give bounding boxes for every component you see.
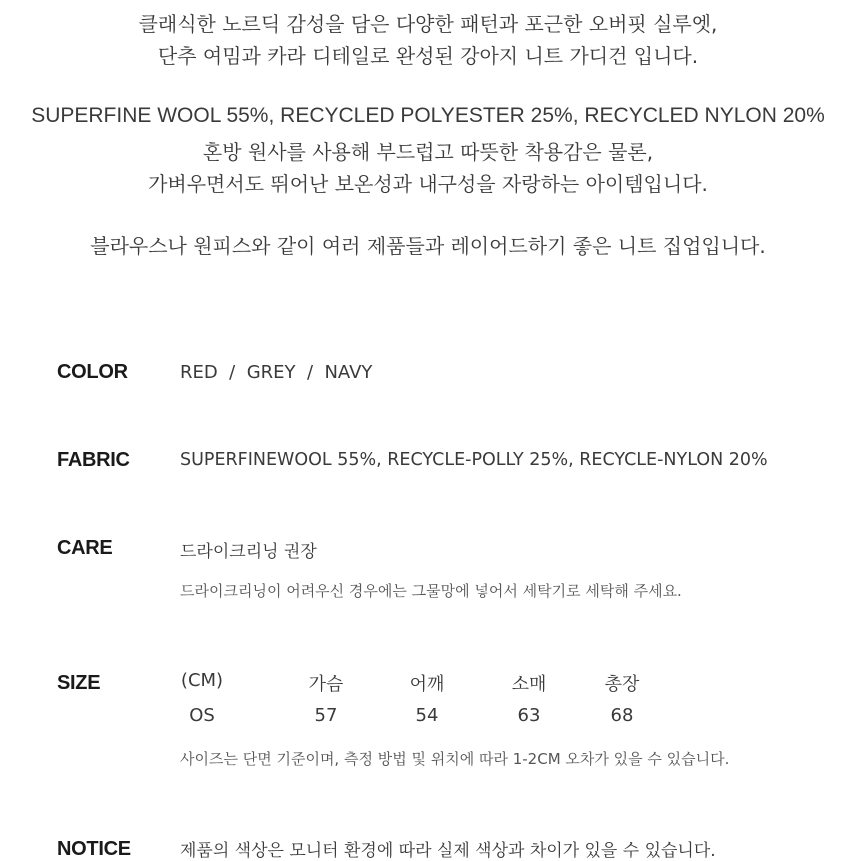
care-label: CARE <box>57 537 113 559</box>
size-note: 사이즈는 단면 기준이며, 측정 방법 및 위치에 따라 1-2CM 오차가 있을 수 있습니다. <box>180 750 730 768</box>
size-header-shoulder: 어깨 <box>409 674 445 695</box>
size-label: SIZE <box>57 672 101 694</box>
intro-line-3: SUPERFINE WOOL 55%, RECYCLED POLYESTER 25%, RECYCLED NYLON 20% <box>31 104 825 127</box>
size-header-sleeve: 소매 <box>511 674 547 695</box>
color-value: RED / GREY / NAVY <box>180 362 373 383</box>
size-value-sleeve: 63 <box>517 705 541 726</box>
size-value-os: OS <box>189 705 215 726</box>
intro-line-4: 혼방 원사를 사용해 부드럽고 따뜻한 착용감은 물론, <box>202 140 654 164</box>
fabric-value: SUPERFINEWOOL 55%, RECYCLE-POLLY 25%, RECYCLE-NYLON 20% <box>180 450 768 470</box>
intro-line-1: 클래식한 노르딕 감성을 담은 다양한 패턴과 포근한 오버핏 실루엣, <box>138 12 718 36</box>
size-value-length: 68 <box>610 705 634 726</box>
care-value: 드라이크리닝 권장 <box>180 542 317 562</box>
notice-value: 제품의 색상은 모니터 환경에 따라 실제 색상과 차이가 있을 수 있습니다. <box>180 841 716 861</box>
intro-line-6: 블라우스나 원피스와 같이 여러 제품들과 레이어드하기 좋은 니트 집업입니다. <box>90 234 766 258</box>
size-value-shoulder: 54 <box>415 705 439 726</box>
size-header-length: 총장 <box>604 674 640 695</box>
intro-line-2: 단추 여밈과 카라 디테일로 완성된 강아지 니트 가디건 입니다. <box>157 44 699 68</box>
notice-label: NOTICE <box>57 838 131 860</box>
size-value-chest: 57 <box>314 705 338 726</box>
fabric-label: FABRIC <box>57 449 130 471</box>
intro-line-5: 가벼우면서도 뛰어난 보온성과 내구성을 자랑하는 아이템입니다. <box>148 172 708 196</box>
care-note: 드라이크리닝이 어려우신 경우에는 그물망에 넣어서 세탁기로 세탁해 주세요. <box>180 582 682 600</box>
color-label: COLOR <box>57 361 128 383</box>
size-header-unit: (CM) <box>180 670 224 691</box>
size-header-chest: 가슴 <box>308 674 344 695</box>
